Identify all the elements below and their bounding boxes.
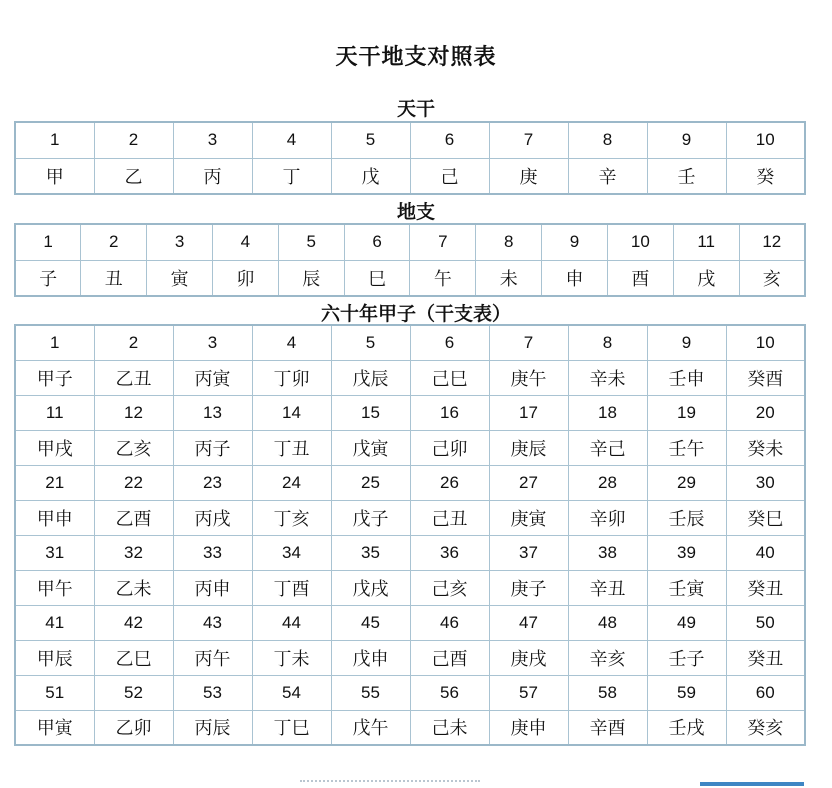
branch-name-row [15,260,805,296]
cycle-number-cell: 52 [94,675,173,710]
cycle-number-cell: 27 [489,465,568,500]
branch-name-cell: 午 [410,260,476,296]
branch-name-cell: 戌 [673,260,739,296]
cycle-name-cell: 辛亥 [568,640,647,675]
cycle-number-cell: 9 [647,325,726,360]
cycle-number-cell: 28 [568,465,647,500]
cycle-name-cell: 庚寅 [489,500,568,535]
cycle-name-row [15,570,805,605]
earthly-branches-heading: 地支 [396,201,435,223]
stem-number-cell: 9 [647,122,726,158]
cycle-name-cell: 癸巳 [726,500,805,535]
cycle-name-cell: 壬辰 [647,500,726,535]
branch-name-cell: 辰 [278,260,344,296]
cycle-name-cell: 丙寅 [173,360,252,395]
cycle-name-cell: 甲寅 [15,710,94,745]
stem-name-cell: 癸 [726,158,805,194]
sexagenary-table [14,324,806,746]
stem-number-cell: 5 [331,122,410,158]
cycle-number-cell: 5 [331,325,410,360]
cycle-number-cell: 14 [252,395,331,430]
cycle-name-cell: 甲子 [15,360,94,395]
branch-number-row [15,224,805,260]
cycle-name-cell: 己丑 [410,500,489,535]
cycle-number-cell: 20 [726,395,805,430]
branch-number-cell: 10 [607,224,673,260]
cycle-name-cell: 辛卯 [568,500,647,535]
stem-number-cell: 10 [726,122,805,158]
cycle-name-cell: 甲午 [15,570,94,605]
cycle-name-row [15,430,805,465]
cycle-name-cell: 丁卯 [252,360,331,395]
cycle-number-cell: 3 [173,325,252,360]
cycle-number-cell: 26 [410,465,489,500]
cycle-number-cell: 39 [647,535,726,570]
stem-name-cell: 甲 [15,158,94,194]
cycle-number-cell: 59 [647,675,726,710]
stem-name-cell: 己 [410,158,489,194]
cycle-name-cell: 己巳 [410,360,489,395]
cycle-name-cell: 庚戌 [489,640,568,675]
cycle-name-cell: 辛未 [568,360,647,395]
cycle-number-cell: 13 [173,395,252,430]
stem-name-cell: 丁 [252,158,331,194]
cycle-name-cell: 癸未 [726,430,805,465]
cycle-number-row [15,325,805,360]
cycle-number-cell: 53 [173,675,252,710]
cycle-number-row [15,535,805,570]
stem-name-cell: 壬 [647,158,726,194]
cycle-name-cell: 壬午 [647,430,726,465]
cycle-name-cell: 乙巳 [94,640,173,675]
branch-number-cell: 11 [673,224,739,260]
cycle-number-cell: 1 [15,325,94,360]
cycle-number-cell: 36 [410,535,489,570]
stem-number-cell: 8 [568,122,647,158]
cycle-name-cell: 戊子 [331,500,410,535]
cycle-number-cell: 37 [489,535,568,570]
cycle-number-cell: 18 [568,395,647,430]
cycle-name-cell: 丙戌 [173,500,252,535]
cycle-number-cell: 57 [489,675,568,710]
cycle-number-cell: 56 [410,675,489,710]
cycle-number-cell: 2 [94,325,173,360]
cycle-number-cell: 60 [726,675,805,710]
cycle-number-cell: 54 [252,675,331,710]
cycle-number-cell: 38 [568,535,647,570]
branch-number-cell: 6 [344,224,410,260]
stem-name-cell: 乙 [94,158,173,194]
cycle-name-cell: 甲戌 [15,430,94,465]
earthly-branches-table [14,223,806,297]
branch-number-cell: 7 [410,224,476,260]
cycle-number-cell: 30 [726,465,805,500]
cycle-number-cell: 42 [94,605,173,640]
branch-name-cell: 丑 [81,260,147,296]
cycle-name-cell: 己亥 [410,570,489,605]
cycle-number-cell: 25 [331,465,410,500]
cycle-number-cell: 21 [15,465,94,500]
cycle-name-cell: 丁亥 [252,500,331,535]
cycle-number-cell: 34 [252,535,331,570]
cycle-name-cell: 癸亥 [726,710,805,745]
cycle-name-cell: 庚午 [489,360,568,395]
cycle-number-row [15,605,805,640]
heavenly-stems-heading: 天干 [396,98,435,120]
cycle-name-cell: 戊午 [331,710,410,745]
branch-number-cell: 4 [212,224,278,260]
cycle-name-cell: 戊寅 [331,430,410,465]
cycle-number-cell: 50 [726,605,805,640]
cycle-number-cell: 31 [15,535,94,570]
cycle-name-cell: 丙子 [173,430,252,465]
cycle-name-cell: 戊辰 [331,360,410,395]
cycle-number-cell: 40 [726,535,805,570]
page-title: 天干地支对照表 [335,45,497,70]
branch-name-cell: 卯 [212,260,278,296]
cycle-name-cell: 乙丑 [94,360,173,395]
cycle-number-row [15,675,805,710]
cycle-number-cell: 17 [489,395,568,430]
branch-number-cell: 2 [81,224,147,260]
cycle-name-cell: 壬寅 [647,570,726,605]
branch-number-cell: 1 [15,224,81,260]
cycle-number-cell: 43 [173,605,252,640]
cycle-number-cell: 12 [94,395,173,430]
cycle-number-cell: 58 [568,675,647,710]
branch-number-cell: 9 [542,224,608,260]
cycle-name-cell: 丙申 [173,570,252,605]
cycle-name-cell: 丁巳 [252,710,331,745]
cycle-name-cell: 甲辰 [15,640,94,675]
stem-name-cell: 庚 [489,158,568,194]
branch-number-cell: 12 [739,224,805,260]
cycle-name-cell: 丙午 [173,640,252,675]
branch-number-cell: 3 [147,224,213,260]
cycle-name-row [15,640,805,675]
cycle-name-cell: 壬申 [647,360,726,395]
stem-number-cell: 2 [94,122,173,158]
cycle-number-cell: 45 [331,605,410,640]
cycle-number-cell: 8 [568,325,647,360]
branch-name-cell: 酉 [607,260,673,296]
cycle-name-cell: 丁丑 [252,430,331,465]
cycle-number-row [15,395,805,430]
cycle-number-cell: 23 [173,465,252,500]
cycle-name-cell: 乙酉 [94,500,173,535]
stem-number-cell: 3 [173,122,252,158]
cycle-number-cell: 44 [252,605,331,640]
cycle-name-cell: 丙辰 [173,710,252,745]
stem-name-cell: 戊 [331,158,410,194]
cycle-name-cell: 庚子 [489,570,568,605]
cycle-name-cell: 丁酉 [252,570,331,605]
cycle-number-cell: 24 [252,465,331,500]
cycle-name-cell: 壬戌 [647,710,726,745]
stem-number-cell: 1 [15,122,94,158]
cycle-name-cell: 甲申 [15,500,94,535]
branch-number-cell: 5 [278,224,344,260]
cycle-name-cell: 壬子 [647,640,726,675]
cycle-name-cell: 辛丑 [568,570,647,605]
cycle-name-row [15,710,805,745]
branch-name-cell: 巳 [344,260,410,296]
stem-number-cell: 6 [410,122,489,158]
branch-name-cell: 未 [476,260,542,296]
cycle-name-cell: 乙卯 [94,710,173,745]
cycle-name-cell: 辛酉 [568,710,647,745]
cycle-number-cell: 16 [410,395,489,430]
cycle-number-cell: 46 [410,605,489,640]
cycle-name-cell: 己卯 [410,430,489,465]
sexagenary-heading: 六十年甲子（干支表） [320,303,511,325]
cycle-name-cell: 己未 [410,710,489,745]
cycle-number-cell: 32 [94,535,173,570]
cycle-number-cell: 47 [489,605,568,640]
cycle-name-cell: 戊申 [331,640,410,675]
cycle-name-cell: 癸丑 [726,570,805,605]
cycle-number-cell: 35 [331,535,410,570]
cycle-number-cell: 55 [331,675,410,710]
branch-name-cell: 寅 [147,260,213,296]
footer-divider [300,780,480,785]
cycle-number-cell: 19 [647,395,726,430]
cycle-number-cell: 4 [252,325,331,360]
cycle-name-cell: 乙亥 [94,430,173,465]
cycle-number-cell: 7 [489,325,568,360]
stem-number-cell: 7 [489,122,568,158]
cycle-number-cell: 22 [94,465,173,500]
heavenly-stems-table [14,121,806,195]
cycle-number-cell: 29 [647,465,726,500]
branch-name-cell: 申 [542,260,608,296]
stem-number-row [15,122,805,158]
cycle-name-row [15,500,805,535]
cycle-name-row [15,360,805,395]
stem-name-cell: 丙 [173,158,252,194]
cycle-number-cell: 49 [647,605,726,640]
cycle-name-cell: 庚辰 [489,430,568,465]
cycle-number-cell: 11 [15,395,94,430]
cycle-name-cell: 癸酉 [726,360,805,395]
cycle-number-cell: 41 [15,605,94,640]
cycle-number-cell: 10 [726,325,805,360]
cycle-name-cell: 戊戌 [331,570,410,605]
stem-number-cell: 4 [252,122,331,158]
branch-number-cell: 8 [476,224,542,260]
cycle-number-cell: 15 [331,395,410,430]
cycle-number-row [15,465,805,500]
cycle-number-cell: 51 [15,675,94,710]
cycle-number-cell: 33 [173,535,252,570]
cycle-name-cell: 乙未 [94,570,173,605]
stem-name-cell: 辛 [568,158,647,194]
cycle-name-cell: 癸丑 [726,640,805,675]
cycle-name-cell: 辛己 [568,430,647,465]
stem-name-row [15,158,805,194]
cycle-name-cell: 庚申 [489,710,568,745]
branch-name-cell: 子 [15,260,81,296]
cycle-number-cell: 6 [410,325,489,360]
footer-accent-bar [700,782,804,786]
cycle-name-cell: 己酉 [410,640,489,675]
cycle-number-cell: 48 [568,605,647,640]
branch-name-cell: 亥 [739,260,805,296]
cycle-name-cell: 丁未 [252,640,331,675]
